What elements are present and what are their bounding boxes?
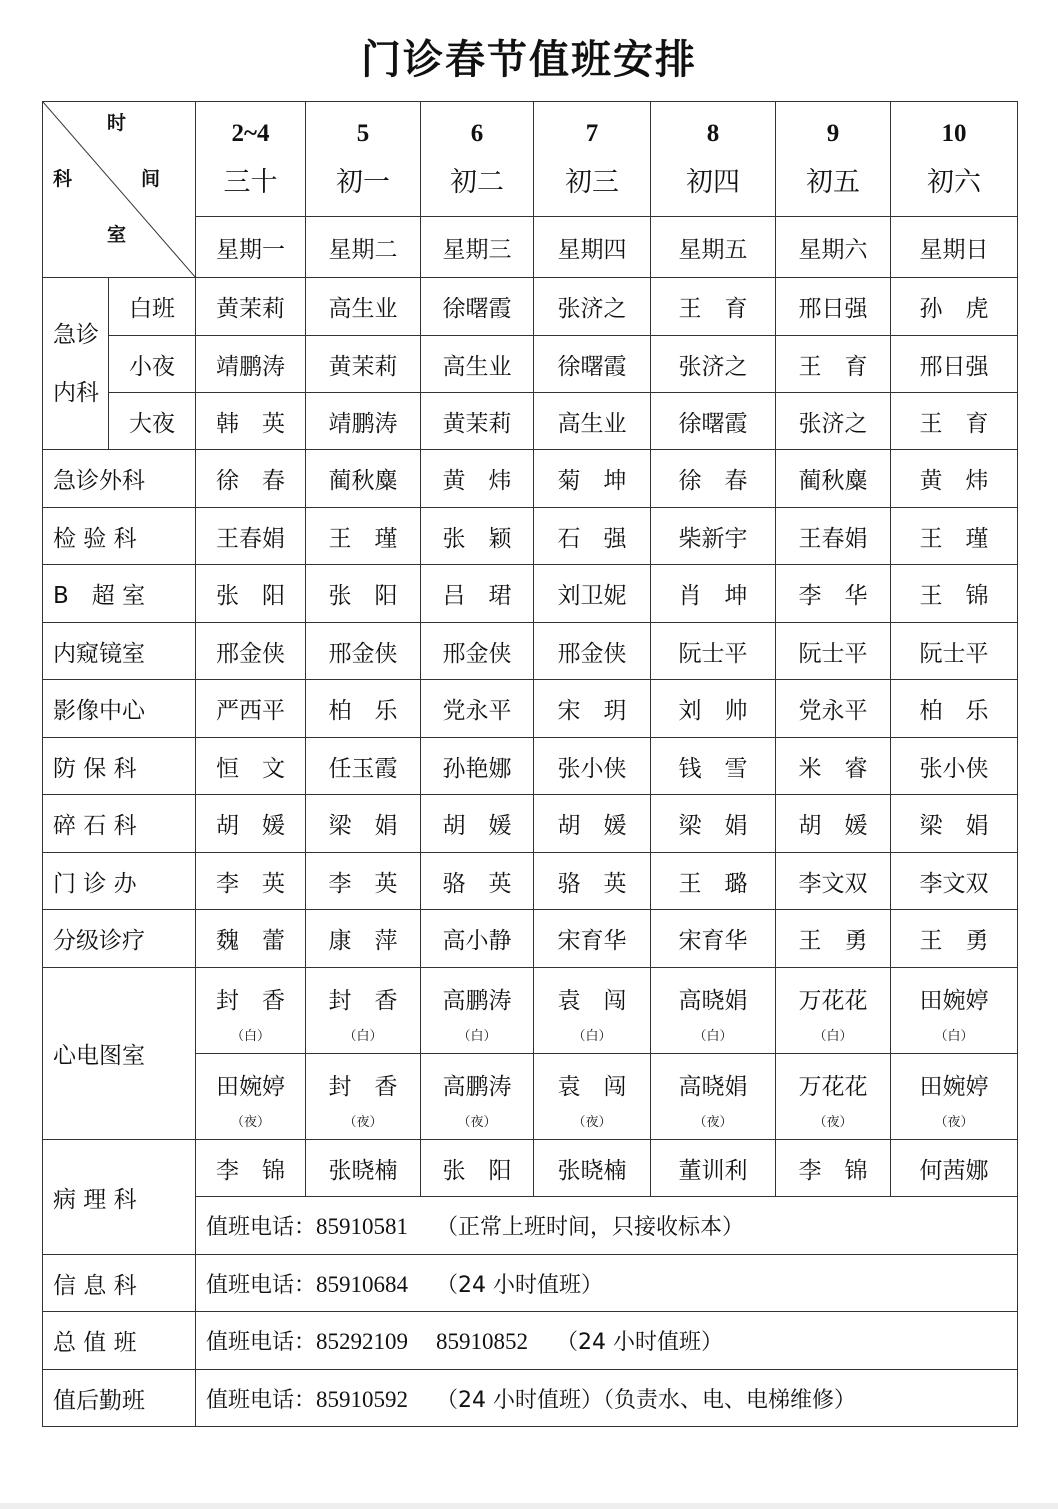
dept-label: 急诊外科 bbox=[43, 450, 196, 508]
logistics-phone-note: 值班电话：85910592 （24 小时值班）（负责水、电、电梯维修） bbox=[196, 1370, 1018, 1427]
staff-cell: 李 锦 bbox=[776, 1140, 891, 1197]
staff-cell: 高小静 bbox=[421, 910, 534, 968]
staff-cell: 李 华 bbox=[776, 565, 891, 623]
staff-cell: 邢金侠 bbox=[306, 623, 421, 680]
staff-cell: 王 勇 bbox=[776, 910, 891, 968]
staff-cell: 高生业 bbox=[306, 278, 421, 336]
lunar-date: 初二 bbox=[450, 166, 504, 198]
staff-cell: 孙 虎 bbox=[891, 278, 1018, 336]
staff-cell: 靖鹏涛 bbox=[306, 393, 421, 450]
date-col-2 bbox=[421, 102, 534, 217]
staff-cell: 吕 珺 bbox=[421, 565, 534, 623]
weekday-cell: 星期一 bbox=[196, 217, 306, 278]
weekday-cell: 星期四 bbox=[534, 217, 651, 278]
staff-cell: 李 英 bbox=[306, 853, 421, 910]
phone-number-2: 85910852 bbox=[436, 1329, 528, 1354]
corner-jian: 间 bbox=[141, 168, 161, 190]
table-row bbox=[43, 1255, 1018, 1312]
staff-cell: 柏 乐 bbox=[891, 680, 1018, 738]
staff-cell: 宋育华 bbox=[651, 910, 776, 968]
dept-label: 碎 石 科 bbox=[43, 795, 196, 853]
phone-number: 85910592 bbox=[316, 1386, 409, 1412]
ecg-day-cell: 袁 闯 （白） bbox=[534, 968, 651, 1054]
ecg-night-cell: 高晓娟 （夜） bbox=[651, 1054, 776, 1140]
staff-cell: 邢日强 bbox=[776, 278, 891, 336]
weekday-cell: 星期二 bbox=[306, 217, 421, 278]
staff-cell: 李文双 bbox=[776, 853, 891, 910]
staff-cell: 张小侠 bbox=[534, 738, 651, 795]
phone-number: 85910581 bbox=[316, 1214, 409, 1239]
staff-cell: 严西平 bbox=[196, 680, 306, 738]
staff-cell: 王 育 bbox=[776, 336, 891, 393]
staff-cell: 米 睿 bbox=[776, 738, 891, 795]
ecg-day-cell: 高晓娟 （白） bbox=[651, 968, 776, 1054]
lunar-date: 初三 bbox=[565, 166, 619, 198]
staff-cell: 柴新宇 bbox=[651, 508, 776, 565]
staff-cell: 胡 媛 bbox=[534, 795, 651, 853]
table-row bbox=[43, 565, 1018, 623]
ecg-night-cell: 袁 闯 （夜） bbox=[534, 1054, 651, 1140]
dept-ecg: 心电图室 bbox=[43, 968, 196, 1140]
table-row bbox=[43, 278, 1018, 336]
weekday-cell: 星期三 bbox=[421, 217, 534, 278]
table-row bbox=[43, 680, 1018, 738]
staff-cell: 张晓楠 bbox=[534, 1140, 651, 1197]
staff-cell: 阮士平 bbox=[891, 623, 1018, 680]
date-number: 10 bbox=[941, 119, 967, 147]
staff-cell: 肖 坤 bbox=[651, 565, 776, 623]
staff-cell: 钱 雪 bbox=[651, 738, 776, 795]
shift-label: 大夜 bbox=[109, 393, 196, 450]
dept-label: 防 保 科 bbox=[43, 738, 196, 795]
staff-cell: 黄茉莉 bbox=[421, 393, 534, 450]
duty-table bbox=[42, 101, 1018, 1427]
weekday-cell: 星期五 bbox=[651, 217, 776, 278]
staff-cell: 李文双 bbox=[891, 853, 1018, 910]
phone-number: 85910684 bbox=[316, 1271, 409, 1297]
staff-cell: 徐曙霞 bbox=[651, 393, 776, 450]
staff-cell: 王 勇 bbox=[891, 910, 1018, 968]
corner-time: 时 bbox=[107, 112, 127, 134]
staff-cell: 孙艳娜 bbox=[421, 738, 534, 795]
staff-cell: 张 阳 bbox=[421, 1140, 534, 1197]
staff-cell: 王春娟 bbox=[776, 508, 891, 565]
header-corner bbox=[43, 102, 196, 278]
staff-cell: 梁 娟 bbox=[651, 795, 776, 853]
staff-cell: 黄茉莉 bbox=[196, 278, 306, 336]
date-col-6 bbox=[891, 102, 1018, 217]
ecg-day-cell: 田婉婷 （白） bbox=[891, 968, 1018, 1054]
staff-cell: 黄 炜 bbox=[421, 450, 534, 508]
weekday-cell: 星期日 bbox=[891, 217, 1018, 278]
ecg-night-cell: 高鹏涛 （夜） bbox=[421, 1054, 534, 1140]
lunar-date: 初四 bbox=[686, 166, 740, 198]
table-row bbox=[43, 336, 1018, 393]
date-number: 8 bbox=[706, 119, 720, 147]
date-col-4 bbox=[651, 102, 776, 217]
staff-cell: 蔺秋麋 bbox=[306, 450, 421, 508]
staff-cell: 李 英 bbox=[196, 853, 306, 910]
dept-pathology: 病 理 科 bbox=[43, 1140, 196, 1255]
ecg-day-cell: 封 香 （白） bbox=[306, 968, 421, 1054]
table-row bbox=[43, 508, 1018, 565]
staff-cell: 康 萍 bbox=[306, 910, 421, 968]
staff-cell: 董训利 bbox=[651, 1140, 776, 1197]
table-row bbox=[43, 1312, 1018, 1370]
table-row bbox=[43, 1140, 1018, 1197]
staff-cell: 张济之 bbox=[651, 336, 776, 393]
staff-cell: 王 育 bbox=[891, 393, 1018, 450]
staff-cell: 高生业 bbox=[421, 336, 534, 393]
page-title: 门诊春节值班安排 bbox=[361, 37, 697, 83]
table-row bbox=[43, 450, 1018, 508]
staff-cell: 王 瑾 bbox=[306, 508, 421, 565]
staff-cell: 何茜娜 bbox=[891, 1140, 1018, 1197]
ecg-night-cell: 田婉婷 （夜） bbox=[196, 1054, 306, 1140]
staff-cell: 宋 玥 bbox=[534, 680, 651, 738]
date-number: 9 bbox=[826, 119, 840, 147]
staff-cell: 徐曙霞 bbox=[534, 336, 651, 393]
date-number: 6 bbox=[470, 119, 484, 147]
dept-label: 总 值 班 bbox=[43, 1312, 196, 1370]
staff-cell: 党永平 bbox=[421, 680, 534, 738]
date-number: 5 bbox=[356, 119, 370, 147]
staff-cell: 张 颖 bbox=[421, 508, 534, 565]
ecg-day-cell: 封 香 （白） bbox=[196, 968, 306, 1054]
date-col-0 bbox=[196, 102, 306, 217]
date-number: 2~4 bbox=[231, 119, 270, 147]
table-row bbox=[43, 1370, 1018, 1427]
staff-cell: 邢日强 bbox=[891, 336, 1018, 393]
staff-cell: 王 锦 bbox=[891, 565, 1018, 623]
staff-cell: 张济之 bbox=[534, 278, 651, 336]
date-col-3 bbox=[534, 102, 651, 217]
staff-cell: 党永平 bbox=[776, 680, 891, 738]
lunar-date: 初一 bbox=[336, 166, 390, 198]
staff-cell: 阮士平 bbox=[651, 623, 776, 680]
ecg-day-cell: 万花花 （白） bbox=[776, 968, 891, 1054]
staff-cell: 胡 媛 bbox=[196, 795, 306, 853]
pathology-phone-note: 值班电话：85910581 （正常上班时间，只接收标本） bbox=[196, 1197, 1018, 1255]
lunar-date: 三十 bbox=[223, 166, 278, 198]
staff-cell: 刘 帅 bbox=[651, 680, 776, 738]
staff-cell: 菊 坤 bbox=[534, 450, 651, 508]
dept-label: B 超 室 bbox=[43, 565, 196, 623]
staff-cell: 蔺秋麋 bbox=[776, 450, 891, 508]
table-row bbox=[43, 795, 1018, 853]
staff-cell: 靖鹏涛 bbox=[196, 336, 306, 393]
staff-cell: 韩 英 bbox=[196, 393, 306, 450]
staff-cell: 徐 春 bbox=[196, 450, 306, 508]
staff-cell: 王春娟 bbox=[196, 508, 306, 565]
staff-cell: 任玉霞 bbox=[306, 738, 421, 795]
dept-label: 分级诊疗 bbox=[43, 910, 196, 968]
staff-cell: 胡 媛 bbox=[776, 795, 891, 853]
staff-cell: 刘卫妮 bbox=[534, 565, 651, 623]
dept-label: 影像中心 bbox=[43, 680, 196, 738]
staff-cell: 骆 英 bbox=[534, 853, 651, 910]
staff-cell: 李 锦 bbox=[196, 1140, 306, 1197]
ecg-night-cell: 田婉婷 （夜） bbox=[891, 1054, 1018, 1140]
dept-label: 门 诊 办 bbox=[43, 853, 196, 910]
staff-cell: 张晓楠 bbox=[306, 1140, 421, 1197]
staff-cell: 宋育华 bbox=[534, 910, 651, 968]
phone-number: 85292109 bbox=[316, 1329, 409, 1354]
dept-label: 检 验 科 bbox=[43, 508, 196, 565]
date-number: 7 bbox=[585, 119, 599, 147]
staff-cell: 张小侠 bbox=[891, 738, 1018, 795]
corner-shi: 室 bbox=[107, 224, 127, 246]
staff-cell: 徐曙霞 bbox=[421, 278, 534, 336]
ecg-day-cell: 高鹏涛 （白） bbox=[421, 968, 534, 1054]
table-row bbox=[43, 393, 1018, 450]
info-phone-note: 值班电话：85910684 （24 小时值班） bbox=[196, 1255, 1018, 1312]
staff-cell: 柏 乐 bbox=[306, 680, 421, 738]
staff-cell: 张 阳 bbox=[196, 565, 306, 623]
table-row bbox=[43, 623, 1018, 680]
staff-cell: 骆 英 bbox=[421, 853, 534, 910]
staff-cell: 梁 娟 bbox=[891, 795, 1018, 853]
staff-cell: 王 璐 bbox=[651, 853, 776, 910]
staff-cell: 邢金侠 bbox=[196, 623, 306, 680]
dept-label: 值后勤班 bbox=[43, 1370, 196, 1427]
staff-cell: 王 瑾 bbox=[891, 508, 1018, 565]
table-row bbox=[43, 910, 1018, 968]
staff-cell: 阮士平 bbox=[776, 623, 891, 680]
ecg-night-cell: 封 香 （夜） bbox=[306, 1054, 421, 1140]
staff-cell: 石 强 bbox=[534, 508, 651, 565]
lunar-date: 初六 bbox=[927, 166, 981, 198]
staff-cell: 黄 炜 bbox=[891, 450, 1018, 508]
staff-cell: 邢金侠 bbox=[421, 623, 534, 680]
staff-cell: 张济之 bbox=[776, 393, 891, 450]
date-col-1 bbox=[306, 102, 421, 217]
shift-label: 小夜 bbox=[109, 336, 196, 393]
weekday-cell: 星期六 bbox=[776, 217, 891, 278]
shift-label: 白班 bbox=[109, 278, 196, 336]
general-duty-phone-note: 值班电话：85292109 85910852 （24 小时值班） bbox=[196, 1312, 1018, 1370]
staff-cell: 徐 春 bbox=[651, 450, 776, 508]
dept-label: 信 息 科 bbox=[43, 1255, 196, 1312]
date-col-5 bbox=[776, 102, 891, 217]
staff-cell: 胡 媛 bbox=[421, 795, 534, 853]
staff-cell: 魏 蕾 bbox=[196, 910, 306, 968]
corner-ke: 科 bbox=[53, 168, 73, 190]
header-date-row bbox=[43, 102, 1018, 217]
lunar-date: 初五 bbox=[806, 166, 860, 198]
ecg-night-cell: 万花花 （夜） bbox=[776, 1054, 891, 1140]
staff-cell: 张 阳 bbox=[306, 565, 421, 623]
staff-cell: 邢金侠 bbox=[534, 623, 651, 680]
dept-label: 内窥镜室 bbox=[43, 623, 196, 680]
dept-emergency-internal: 急诊 内科 bbox=[43, 278, 109, 450]
staff-cell: 高生业 bbox=[534, 393, 651, 450]
page-bottom-strip bbox=[0, 1503, 1058, 1509]
staff-cell: 王 育 bbox=[651, 278, 776, 336]
staff-cell: 黄茉莉 bbox=[306, 336, 421, 393]
table-row bbox=[43, 968, 1018, 1054]
table-row bbox=[43, 853, 1018, 910]
staff-cell: 恒 文 bbox=[196, 738, 306, 795]
table-row bbox=[43, 738, 1018, 795]
staff-cell: 梁 娟 bbox=[306, 795, 421, 853]
